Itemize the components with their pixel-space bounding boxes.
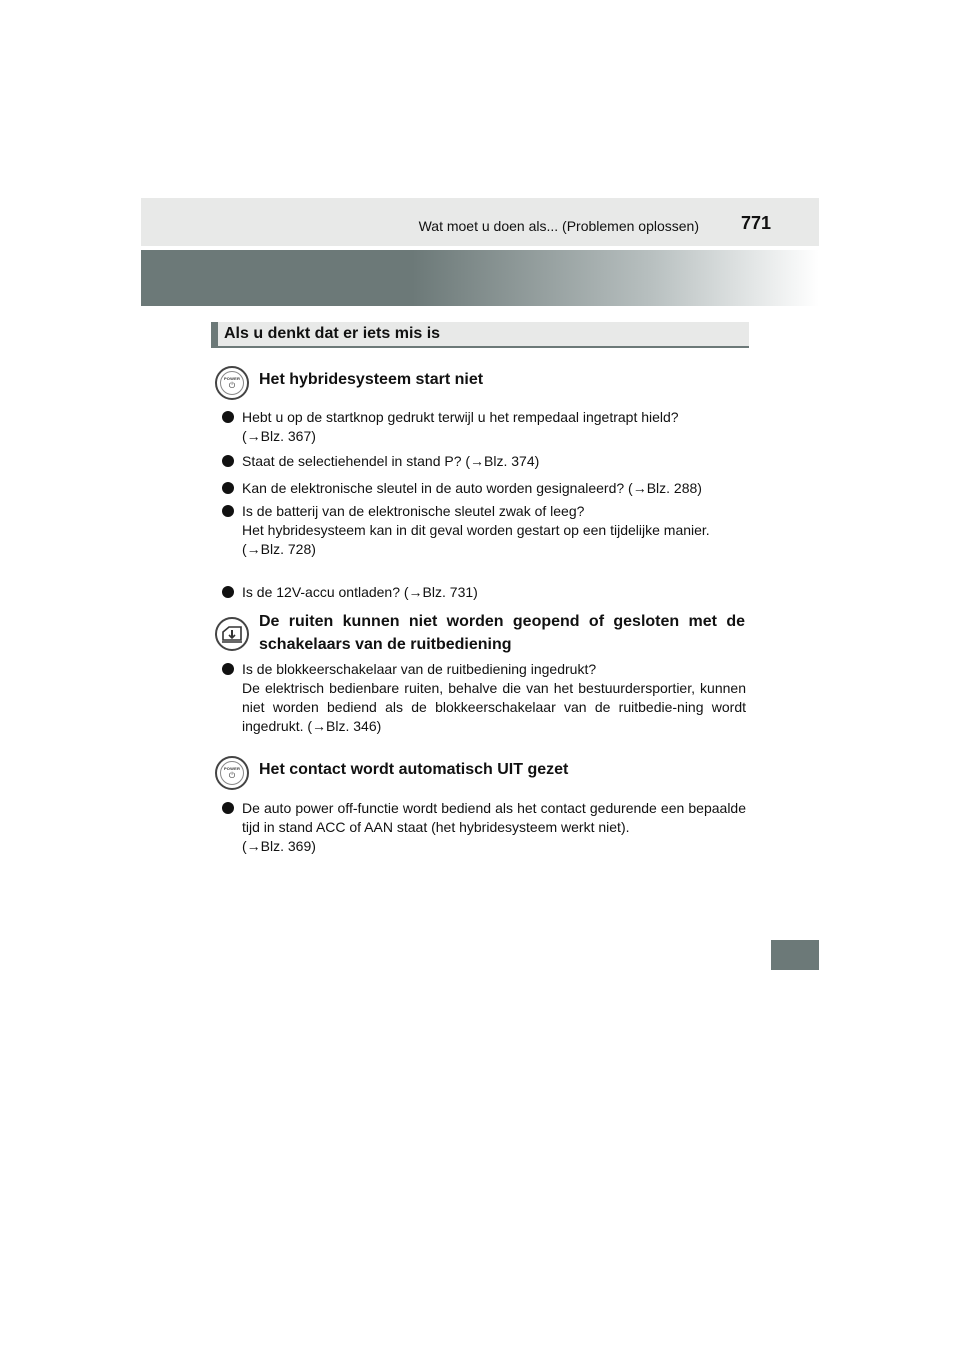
bullet-icon <box>222 411 234 423</box>
list-item-text: Staat de selectiehendel in stand P? (→Blz. 374) <box>242 453 540 469</box>
list-item-text: Is de 12V-accu ontladen? (→Blz. 731) <box>242 584 478 600</box>
section-header-accent-bar <box>211 322 218 348</box>
power-button-icon-label: POWER <box>223 376 241 381</box>
power-button-icon <box>215 366 249 400</box>
power-symbol-icon: ⏻ <box>228 381 236 390</box>
window-lock-switch-icon <box>215 617 249 651</box>
window-lock-glyph <box>221 625 243 643</box>
list-item-text: Is de batterij van de elektronische sleutel zwak of leeg? Het hybridesysteem kan in dit geval worden gestart op een tijdelijke manier. (→Blz. 728) <box>242 503 710 557</box>
bullet-icon <box>222 802 234 814</box>
list-item <box>222 502 746 559</box>
subsection-title: De ruiten kunnen niet worden geopend of gesloten met de schakelaars van de ruitbediening <box>259 613 745 653</box>
chapter-side-tab <box>771 940 819 970</box>
section-title: Als u denkt dat er iets mis is <box>224 325 441 342</box>
power-button-icon <box>215 756 249 790</box>
list-item-text: Kan de elektronische sleutel in de auto worden gesignaleerd? (→Blz. 288) <box>242 480 702 496</box>
list-item-text: De auto power off-functie wordt bediend als het contact gedurende een bepaalde tijd in stand ACC of AAN staat (het hybridesysteem werkt niet). (→Blz. 369) <box>242 800 746 854</box>
list-item <box>222 660 746 736</box>
bullet-icon <box>222 663 234 675</box>
list-item <box>222 479 746 498</box>
power-button-icon-label: POWER <box>223 766 241 771</box>
section-header <box>211 322 749 348</box>
page-number: 771 <box>740 213 771 233</box>
bullet-icon <box>222 482 234 494</box>
power-symbol-icon: ⏻ <box>228 771 236 780</box>
bullet-icon <box>222 455 234 467</box>
subsection-title: Het contact wordt automatisch UIT gezet <box>259 761 569 778</box>
bullet-icon <box>222 505 234 517</box>
list-item <box>222 583 746 602</box>
list-item <box>222 799 746 856</box>
list-item-text: Is de blokkeerschakelaar van de ruitbediening ingedrukt? De elektrisch bedienbare ruiten, behalve die van het bestuurdersportier, kunnen niet worden bediend als de blokkeerschakelaar van de ruitbedie-ning wordt ingedrukt. (→Blz. 346) <box>242 661 746 734</box>
page-header <box>141 198 819 246</box>
chapter-banner <box>141 250 819 306</box>
list-item <box>222 452 746 471</box>
list-item-text: Hebt u op de startknop gedrukt terwijl u het rempedaal ingetrapt hield? (→Blz. 367) <box>242 409 679 444</box>
bullet-icon <box>222 586 234 598</box>
running-header-title: Wat moet u doen als... (Problemen oplossen) <box>418 218 699 234</box>
subsection-title: Het hybridesysteem start niet <box>259 371 484 388</box>
list-item <box>222 408 746 446</box>
